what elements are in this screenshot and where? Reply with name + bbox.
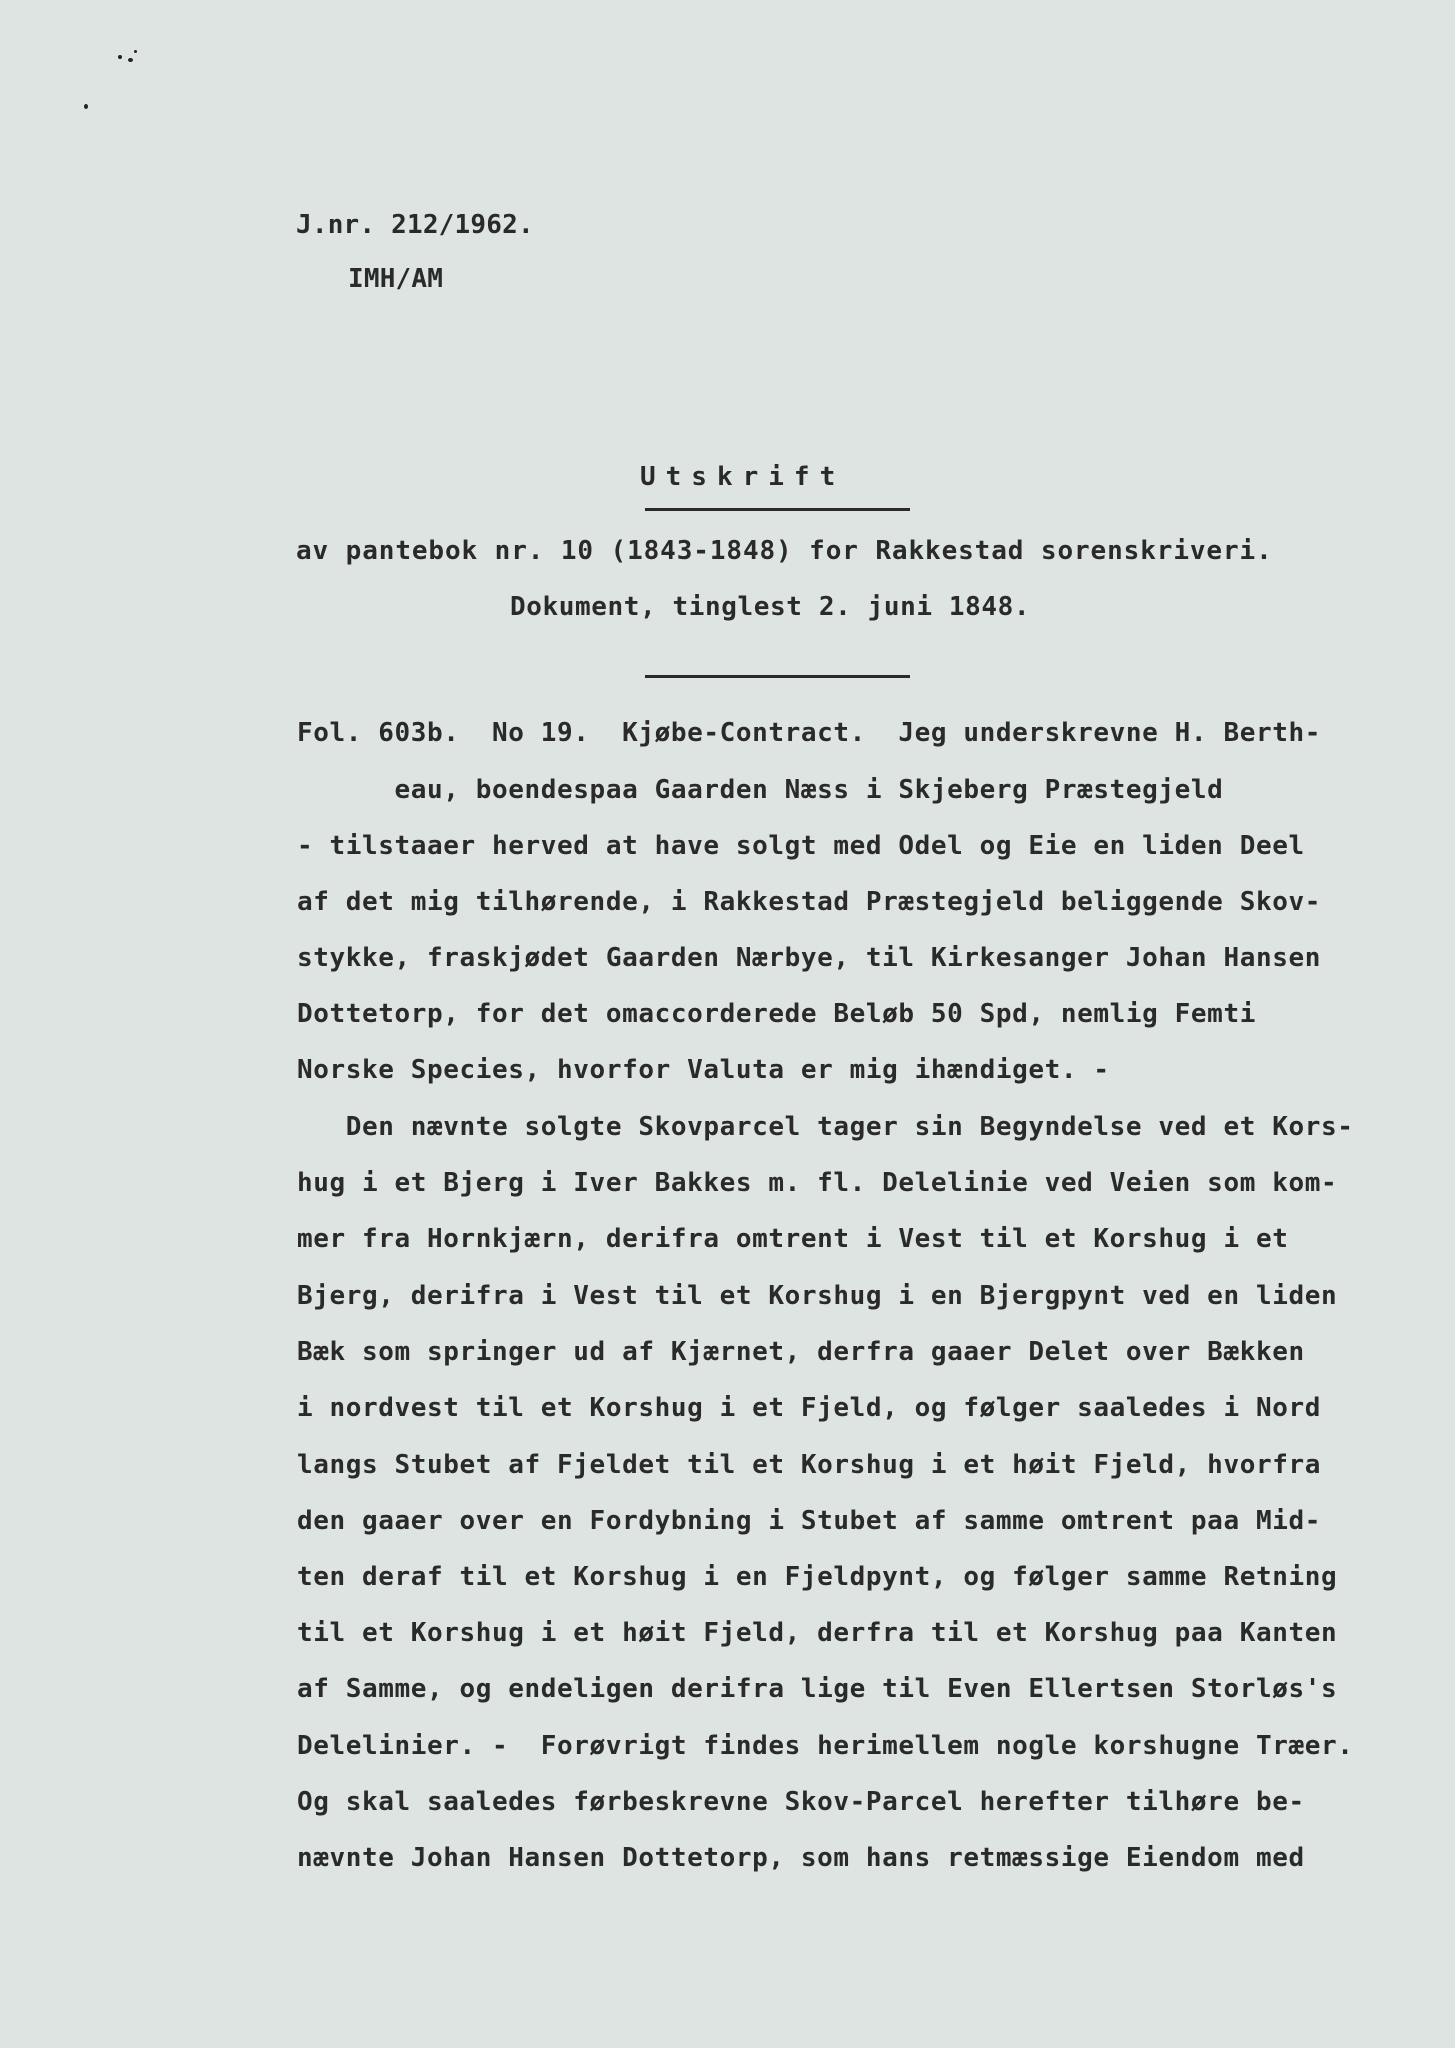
body-line-13: i nordvest til et Korshug i et Fjeld, og følger saaledes i Nord xyxy=(297,1393,1321,1423)
body-line-8: Den nævnte solgte Skovparcel tager sin Begyndelse ved et Kors- xyxy=(297,1112,1354,1142)
paper-speck xyxy=(84,104,88,109)
body-line-2: eau, boendespaa Gaarden Næss i Skjeberg Præstegjeld xyxy=(297,775,1224,805)
body-line-3: - tilstaaer herved at have solgt med Odel og Eie en liden Deel xyxy=(297,831,1305,861)
initials: IMH/AM xyxy=(348,264,444,294)
body-line-9: hug i et Bjerg i Iver Bakkes m. fl. Delelinie ved Veien som kom- xyxy=(297,1168,1338,1198)
paper-speck xyxy=(128,58,133,62)
body-line-10: mer fra Hornkjærn, derifra omtrent i Vest til et Korshug i et xyxy=(297,1224,1289,1254)
subtitle-line-1: av pantebok nr. 10 (1843-1848) for Rakkestad sorenskriveri. xyxy=(296,536,1273,566)
document-title: Utskrift xyxy=(640,462,846,492)
paper-speck xyxy=(118,55,122,59)
body-line-4: af det mig tilhørende, i Rakkestad Præstegjeld beliggende Skov- xyxy=(297,887,1321,917)
body-line-15: den gaaer over en Fordybning i Stubet af samme omtrent paa Mid- xyxy=(297,1506,1321,1536)
title-underline xyxy=(645,508,910,511)
subtitle-line-2: Dokument, tinglest 2. juni 1848. xyxy=(510,592,1031,622)
body-line-14: langs Stubet af Fjeldet til et Korshug i et høit Fjeld, hvorfra xyxy=(297,1450,1321,1480)
body-line-17: til et Korshug i et høit Fjeld, derfra til et Korshug paa Kanten xyxy=(297,1618,1338,1648)
body-line-7: Norske Species, hvorfor Valuta er mig ihændiget. - xyxy=(297,1055,1110,1085)
body-line-11: Bjerg, derifra i Vest til et Korshug i en Bjergpynt ved en liden xyxy=(297,1281,1338,1311)
body-line-5: stykke, fraskjødet Gaarden Nærbye, til Kirkesanger Johan Hansen xyxy=(297,943,1321,973)
body-line-21: nævnte Johan Hansen Dottetorp, som hans retmæssige Eiendom med xyxy=(297,1843,1305,1873)
paper-speck xyxy=(134,50,137,53)
journal-number: J.nr. 212/1962. xyxy=(296,210,534,240)
body-line-16: ten deraf til et Korshug i en Fjeldpynt, og følger samme Retning xyxy=(297,1562,1338,1592)
body-line-1: Fol. 603b. No 19. Kjøbe-Contract. Jeg underskrevne H. Berth- xyxy=(297,718,1321,748)
body-line-19: Delelinier. - Forøvrigt findes herimellem nogle korshugne Træer. xyxy=(297,1731,1354,1761)
body-line-6: Dottetorp, for det omaccorderede Beløb 50 Spd, nemlig Femti xyxy=(297,999,1256,1029)
body-line-12: Bæk som springer ud af Kjærnet, derfra gaaer Delet over Bækken xyxy=(297,1337,1305,1367)
body-line-18: af Samme, og endeligen derifra lige til Even Ellertsen Storløs's xyxy=(297,1674,1338,1704)
body-line-20: Og skal saaledes førbeskrevne Skov-Parcel herefter tilhøre be- xyxy=(297,1787,1305,1817)
section-divider xyxy=(645,675,910,678)
